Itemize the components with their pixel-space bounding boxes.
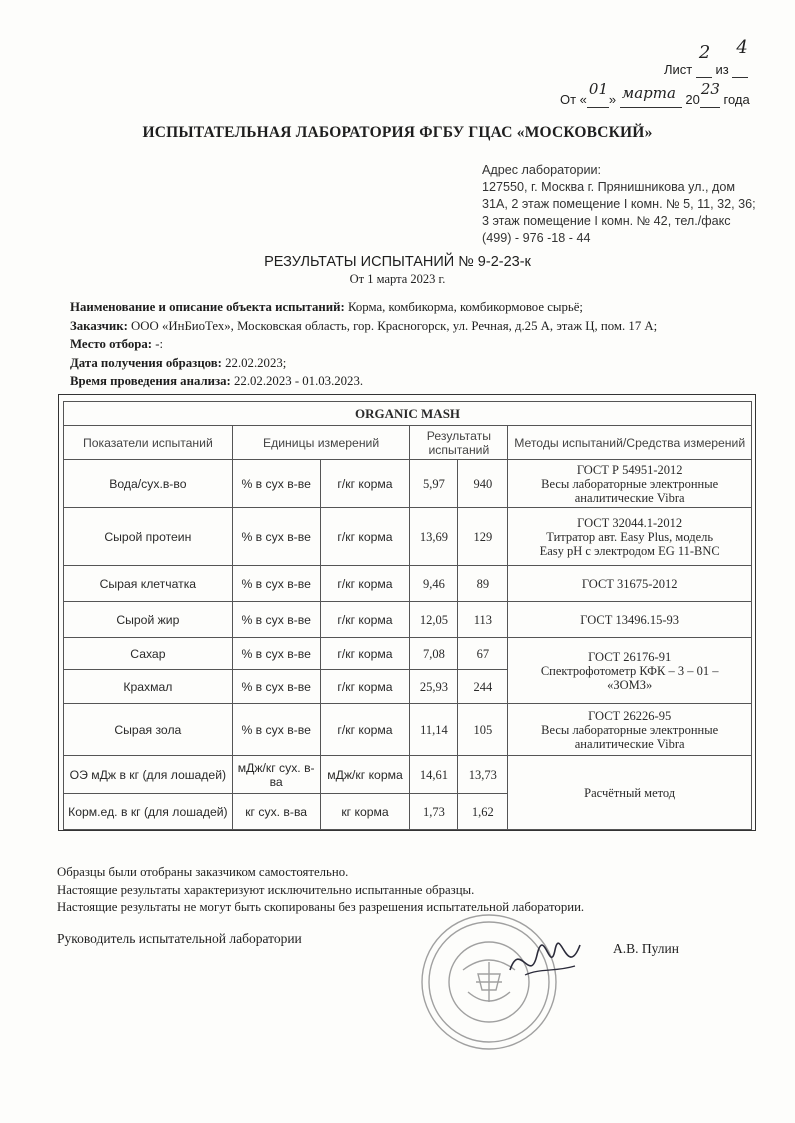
method-line: ГОСТ 26176-91 xyxy=(588,649,672,664)
table-row xyxy=(64,460,752,508)
row-unit2: г/кг корма xyxy=(320,460,410,508)
header-results: Результаты испытаний xyxy=(410,426,508,460)
row-name: ОЭ мДж в кг (для лошадей) xyxy=(64,756,233,794)
info-value: Корма, комбикорма, комбикормовое сырьё; xyxy=(344,300,583,314)
address-line: Адрес лаборатории: xyxy=(482,163,602,177)
test-info xyxy=(70,298,657,391)
note-line: Образцы были отобраны заказчиком самостоятельно. xyxy=(57,865,349,879)
row-val2: 940 xyxy=(458,460,508,508)
row-val2: 105 xyxy=(458,704,508,756)
notes xyxy=(57,864,584,917)
method-line: ГОСТ 32044.1-2012 xyxy=(577,515,683,530)
row-val1: 11,14 xyxy=(410,704,458,756)
row-val2: 244 xyxy=(458,670,508,704)
table-header-row xyxy=(64,426,752,460)
method-line: Easy pH с электродом EG 11-BNC xyxy=(539,543,720,558)
info-sampling-place xyxy=(70,335,657,354)
row-name: Сырая зола xyxy=(64,704,233,756)
info-value: 22.02.2023 - 01.03.2023. xyxy=(230,374,364,388)
signature-scribble-icon xyxy=(505,930,585,990)
row-val2: 1,62 xyxy=(458,794,508,830)
date-prefix: От « xyxy=(560,92,587,107)
info-label: Дата получения образцов: xyxy=(70,355,222,370)
row-val1: 12,05 xyxy=(410,602,458,638)
method-fiber: ГОСТ 31675-2012 xyxy=(508,566,752,602)
row-unit1: % в сух в-ве xyxy=(232,460,320,508)
info-label: Время проведения анализа: xyxy=(70,374,231,388)
row-unit2: г/кг корма xyxy=(320,602,410,638)
row-unit2: г/кг корма xyxy=(320,508,410,566)
row-name: Сырой протеин xyxy=(64,508,233,566)
signatory-name: А.В. Пулин xyxy=(613,941,679,956)
method-line: Весы лабораторные электронные xyxy=(541,722,719,737)
table-row xyxy=(64,704,752,756)
row-unit2: г/кг корма xyxy=(320,704,410,756)
method-line: «ЗОМЗ» xyxy=(607,677,653,692)
table-row xyxy=(64,638,752,670)
method-calc: Расчётный метод xyxy=(508,756,752,830)
address-line: 127550, г. Москва г. Прянишникова ул., дом xyxy=(482,180,736,194)
results-title: РЕЗУЛЬТАТЫ ИСПЫТАНИЙ № 9-2-23-к xyxy=(264,254,531,270)
row-name: Вода/сух.в-во xyxy=(64,460,233,508)
info-value: ООО «ИнБиоТех», Московская область, гор. Красногорск, ул. Речная, д.25 А, этаж Ц, пом. 17 А; xyxy=(127,318,658,333)
row-unit2: кг корма xyxy=(320,794,410,830)
method-water xyxy=(508,460,752,508)
date-year: 23 xyxy=(700,80,720,98)
row-val1: 5,97 xyxy=(410,460,458,508)
method-line: аналитические Vibra xyxy=(574,736,685,751)
method-line: Спектрофотометр КФК – 3 – 01 – xyxy=(540,663,719,678)
info-received-date xyxy=(70,354,657,373)
info-analysis-period xyxy=(70,372,657,391)
info-value: 22.02.2023; xyxy=(221,355,287,370)
method-protein xyxy=(508,508,752,566)
row-val2: 129 xyxy=(458,508,508,566)
table-row xyxy=(64,602,752,638)
row-unit1: % в сух в-ве xyxy=(232,704,320,756)
row-val1: 9,46 xyxy=(410,566,458,602)
header-methods: Методы испытаний/Средства измерений xyxy=(508,426,752,460)
row-unit1: % в сух в-ве xyxy=(232,638,320,670)
row-name: Корм.ед. в кг (для лошадей) xyxy=(64,794,233,830)
row-val2: 113 xyxy=(458,602,508,638)
row-unit1: мДж/кг сух. в-ва xyxy=(232,756,320,794)
row-unit1: % в сух в-ве xyxy=(232,508,320,566)
date-year-prefix: 20 xyxy=(685,92,700,107)
method-line: ГОСТ Р 54951-2012 xyxy=(576,462,683,477)
results-date: От 1 марта 2023 г. xyxy=(349,272,446,286)
address-line: (499) - 976 -18 - 44 xyxy=(482,231,591,245)
date-suffix: года xyxy=(723,92,750,107)
row-unit2: мДж/кг корма xyxy=(320,756,410,794)
row-name: Крахмал xyxy=(64,670,233,704)
row-name: Сырая клетчатка xyxy=(64,566,233,602)
method-line: Титратор авт. Easy Plus, модель xyxy=(546,529,714,544)
row-unit1: % в сух в-ве xyxy=(232,566,320,602)
lab-title: ИСПЫТАТЕЛЬНАЯ ЛАБОРАТОРИЯ ФГБУ ГЦАС «МОСКОВСКИЙ» xyxy=(142,124,653,141)
row-name: Сахар xyxy=(64,638,233,670)
sheet-total: 4 xyxy=(736,37,748,58)
document-date xyxy=(560,80,750,108)
info-label: Место отбора: xyxy=(70,337,153,351)
row-unit1: % в сух в-ве xyxy=(232,602,320,638)
date-month: марта xyxy=(621,84,676,102)
signatory-role: Руководитель испытательной лаборатории xyxy=(57,931,302,946)
table-row xyxy=(64,566,752,602)
header-indicator: Показатели испытаний xyxy=(64,426,233,460)
sheet-label: Лист xyxy=(664,62,693,77)
row-unit2: г/кг корма xyxy=(320,670,410,704)
method-line: ГОСТ 26226-95 xyxy=(588,708,672,723)
row-name: Сырой жир xyxy=(64,602,233,638)
info-customer xyxy=(70,317,657,336)
info-object xyxy=(70,298,657,317)
method-line: Весы лабораторные электронные xyxy=(541,476,719,491)
address-line: 3 этаж помещение I комн. № 42, тел./факс xyxy=(482,214,731,228)
date-day: 01 xyxy=(588,80,609,98)
info-value: -: xyxy=(152,337,164,351)
row-val2: 13,73 xyxy=(458,756,508,794)
note-line: Настоящие результаты характеризуют исключительно испытанные образцы. xyxy=(57,882,475,897)
row-val1: 7,08 xyxy=(410,638,458,670)
row-unit2: г/кг корма xyxy=(320,566,410,602)
row-val1: 25,93 xyxy=(410,670,458,704)
table-row xyxy=(64,508,752,566)
row-val2: 89 xyxy=(458,566,508,602)
row-val1: 1,73 xyxy=(410,794,458,830)
info-label: Наименование и описание объекта испытаний: xyxy=(70,300,345,314)
method-ash xyxy=(508,704,752,756)
table-title-row xyxy=(64,402,752,426)
row-val1: 13,69 xyxy=(410,508,458,566)
header-units: Единицы измерений xyxy=(232,426,410,460)
address-line: 31А, 2 этаж помещение I комн. № 5, 11, 32, 36; xyxy=(482,197,756,211)
sheet-number xyxy=(664,37,748,78)
date-mid: » xyxy=(608,92,617,107)
row-val1: 14,61 xyxy=(410,756,458,794)
results-table xyxy=(63,401,752,830)
lab-address xyxy=(482,162,756,247)
note-line: Настоящие результаты не могут быть скопированы без разрешения испытательной лаборатории. xyxy=(57,900,585,914)
sheet-sep: из xyxy=(715,62,729,77)
row-unit2: г/кг корма xyxy=(320,638,410,670)
table-row xyxy=(64,756,752,794)
info-label: Заказчик: xyxy=(70,318,128,333)
method-sugar-starch xyxy=(508,638,752,704)
table-title: ORGANIC MASH xyxy=(64,402,752,426)
method-fat: ГОСТ 13496.15-93 xyxy=(508,602,752,638)
method-line: аналитические Vibra xyxy=(574,490,685,505)
row-val2: 67 xyxy=(458,638,508,670)
row-unit1: % в сух в-ве xyxy=(232,670,320,704)
sheet-num: 2 xyxy=(698,42,711,63)
row-unit1: кг сух. в-ва xyxy=(232,794,320,830)
